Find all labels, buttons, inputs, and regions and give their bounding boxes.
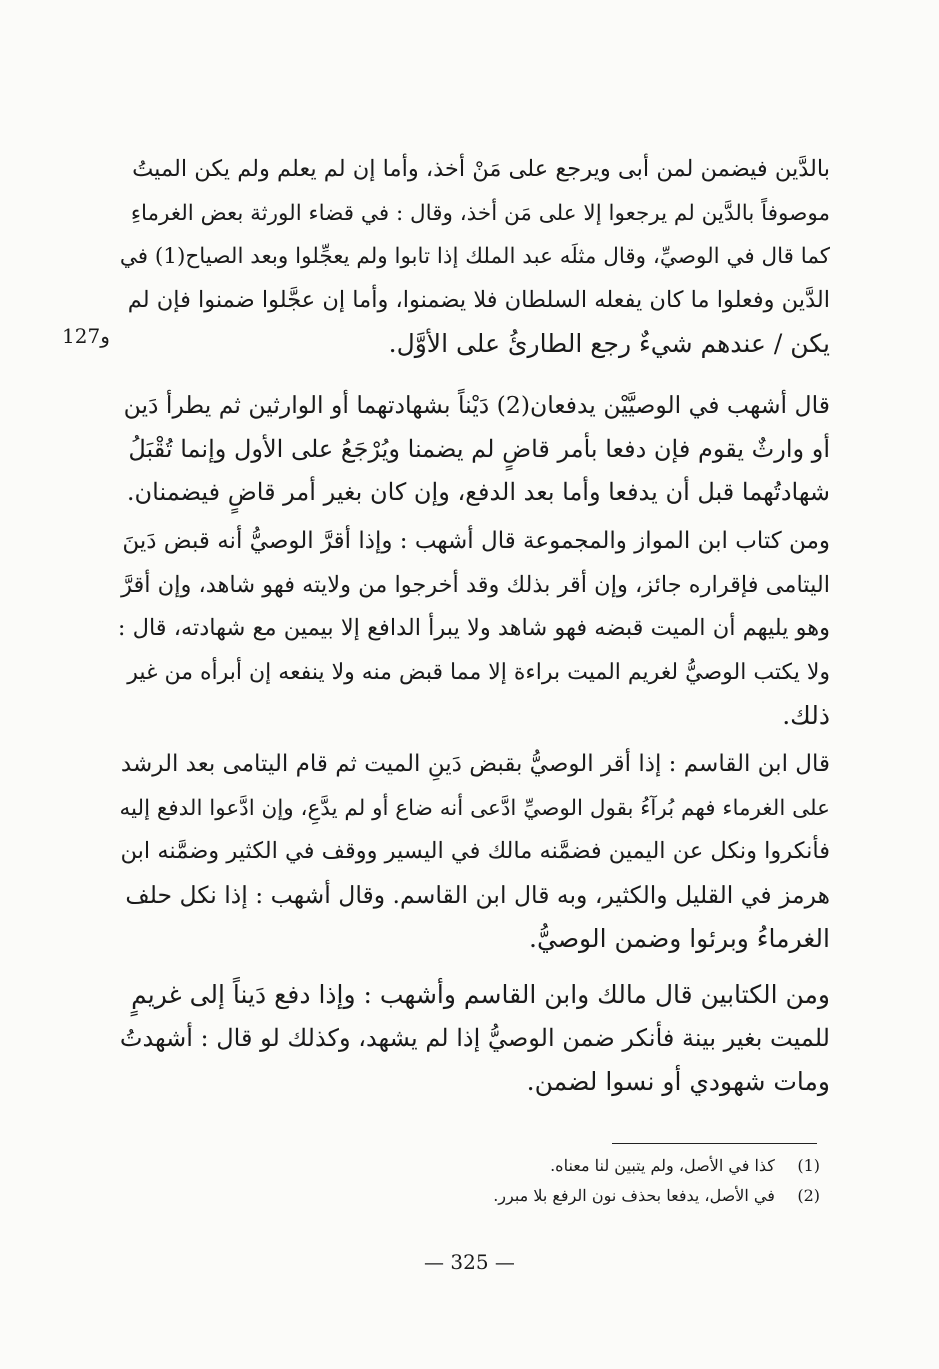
text-line: ذلك. (782, 701, 830, 730)
page-number: — 325 — (424, 1250, 515, 1274)
text-line: قال أشهب في الوصيَّيْن يدفعان(2) دَيْناً بشهادتهما أو الوارثين ثم يطرأ دَين (123, 391, 830, 419)
footnote-2 (300, 1186, 820, 1205)
footnote-divider (612, 1143, 817, 1144)
paragraph-3 (118, 520, 830, 738)
text-line: فأنكروا ونكل عن اليمين فضمَّنه مالك في اليسير ووقف في الكثير وضمَّنه ابن (120, 838, 830, 864)
text-line: للميت بغير بينة فأنكر ضمن الوصيُّ إذا لم يشهد، وكذلك لو قال : أشهدتُ (119, 1023, 830, 1052)
text-line: الغرماءُ وبرئوا وضمن الوصيُّ. (529, 924, 830, 953)
text-line: ولا يكتب الوصيُّ لغريم الميت براءة إلا مما قبض منه ولا ينفعه إن أبرأه من غير (127, 659, 830, 685)
paragraph-4 (118, 743, 830, 961)
text-line: هرمز في القليل والكثير، وبه قال ابن القاسم. وقال أشهب : إذا نكل حلف (125, 880, 830, 909)
paragraph-1 (118, 148, 830, 366)
text-line: يكن / عندهم شيءٌ رجع الطارئُ على الأوَّل. (388, 329, 830, 358)
footnote-text: في الأصل، يدفعا بحذف نون الرفع بلا مبرر. (493, 1186, 775, 1205)
footnote-number: (2) (797, 1186, 820, 1205)
text-line: وهو يليهم أن الميت قبضه فهو شاهد ولا يبرأ الدافع إلا بيمين مع شهادته، قال : (118, 615, 830, 641)
text-line: أو وارثٌ يقوم فإن دفعا بأمر قاضٍ لم يضمنا ويُرْجَعُ على الأول وإنما تُقْبَلُ (128, 434, 830, 463)
footnote-text: كذا في الأصل، ولم يتبين لنا معناه. (550, 1156, 775, 1175)
text-line: شهادتُهما قبل أن يدفعا وأما بعد الدفع، وإن كان بغير أمر قاضٍ فيضمنان. (126, 478, 830, 506)
paragraph-2 (118, 384, 830, 515)
footnote-number: (1) (797, 1156, 820, 1175)
paragraph-5 (118, 973, 830, 1104)
text-line: على الغرماء فهم بُرآءُ بقول الوصيِّ ادَّعى أنه ضاع أو لم يدَّعِ، وإن ادَّعوا الدفع إليه (119, 795, 830, 821)
text-line: ومات شهودي أو نسوا لضمن. (526, 1067, 830, 1096)
footnote-1 (300, 1156, 820, 1175)
text-line: موصوفاً بالدَّين لم يرجعوا إلا على مَن أخذ، وقال : في قضاء الورثة بعض الغرماءِ (130, 200, 830, 226)
text-line: كما قال في الوصيِّ، وقال مثلَه عبد الملك إذا تابوا ولم يعجِّلوا وبعد الصياح(1) في (119, 244, 830, 269)
text-line: اليتامى فإقراره جائز، وإن أقر بذلك وقد أخرجوا من ولايته فهو شاهد، وإن أقرَّ (121, 571, 830, 598)
text-line: قال ابن القاسم : إذا أقر الوصيُّ بقبض دَينِ الميت ثم قام اليتامى بعد الرشد (120, 751, 830, 777)
folio-margin-note: 127و (62, 324, 110, 348)
text-line: ومن الكتابين قال مالك وابن القاسم وأشهب : وإذا دفع دَيناً إلى غريمٍ (131, 980, 830, 1009)
text-line: بالدَّين فيضمن لمن أبى ويرجع على مَنْ أخذ، وأما إن لم يعلم ولم يكن الميتُ (132, 156, 830, 182)
text-line: ومن كتاب ابن المواز والمجموعة قال أشهب : وإذا أقرَّ الوصيُّ أنه قبض دَينَ (122, 528, 830, 554)
text-line: الدَّين وفعلوا ما كان يفعله السلطان فلا يضمنوا، وأما إن عجَّلوا ضمنوا فإن لم (127, 286, 830, 313)
